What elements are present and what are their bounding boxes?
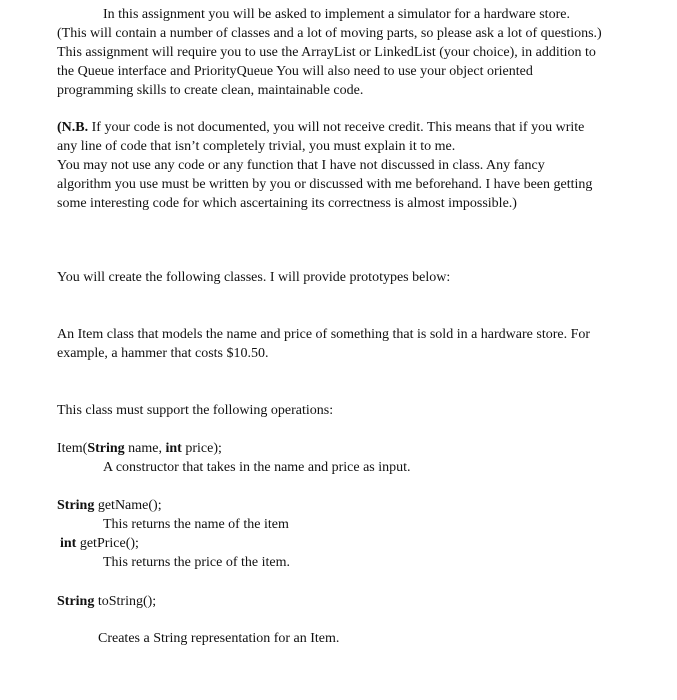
intro-line-2: (This will contain a number of classes and a lot of moving parts, so please ask a lot of questions.)	[57, 26, 602, 41]
constructor-signature	[57, 439, 222, 458]
intro-line-4: the Queue interface and PriorityQueue You will also need to use your object oriented	[57, 64, 533, 79]
to-string-method: toString();	[94, 594, 157, 609]
constructor-name: Item(	[57, 441, 88, 456]
get-price-return-type: int	[60, 536, 77, 551]
get-price-signature	[60, 534, 139, 553]
get-name-signature	[57, 496, 162, 515]
get-name-return-type: String	[57, 498, 95, 513]
note-prefix: (N.B.	[57, 120, 89, 135]
item-class-line-2: example, a hammer that costs $10.50.	[57, 346, 269, 361]
constructor-param-2: price);	[181, 441, 222, 456]
get-name-description: This returns the name of the item	[103, 517, 289, 532]
classes-intro: You will create the following classes. I will provide prototypes below:	[57, 270, 451, 285]
note-line-1-text: If your code is not documented, you will not receive credit. This means that if you write	[88, 120, 585, 135]
note-line-2: any line of code that isn’t completely trivial, you must explain it to me.	[57, 139, 456, 154]
note-line-3: You may not use any code or any function that I have not discussed in class. Any fancy	[57, 158, 545, 173]
to-string-return-type: String	[57, 594, 95, 609]
intro-line-1: In this assignment you will be asked to implement a simulator for a hardware store.	[103, 7, 570, 22]
get-name-method: getName();	[94, 498, 162, 513]
to-string-signature	[57, 592, 156, 611]
item-class-line-1: An Item class that models the name and price of something that is sold in a hardware store. For	[57, 327, 591, 342]
note-line-4: algorithm you use must be written by you or discussed with me beforehand. I have been getting	[57, 177, 593, 192]
operations-intro: This class must support the following operations:	[57, 403, 334, 418]
get-price-description: This returns the price of the item.	[103, 555, 290, 570]
constructor-type-1: String	[87, 441, 125, 456]
note-line-1	[57, 118, 584, 137]
constructor-param-1: name,	[124, 441, 166, 456]
constructor-type-2: int	[165, 441, 182, 456]
constructor-description: A constructor that takes in the name and price as input.	[103, 460, 411, 475]
intro-line-3: This assignment will require you to use the ArrayList or LinkedList (your choice), in addition to	[57, 45, 596, 60]
get-price-method: getPrice();	[76, 536, 139, 551]
intro-line-5: programming skills to create clean, maintainable code.	[57, 83, 364, 98]
to-string-description: Creates a String representation for an Item.	[98, 631, 340, 646]
note-line-5: some interesting code for which ascertaining its correctness is almost impossible.)	[57, 196, 517, 211]
